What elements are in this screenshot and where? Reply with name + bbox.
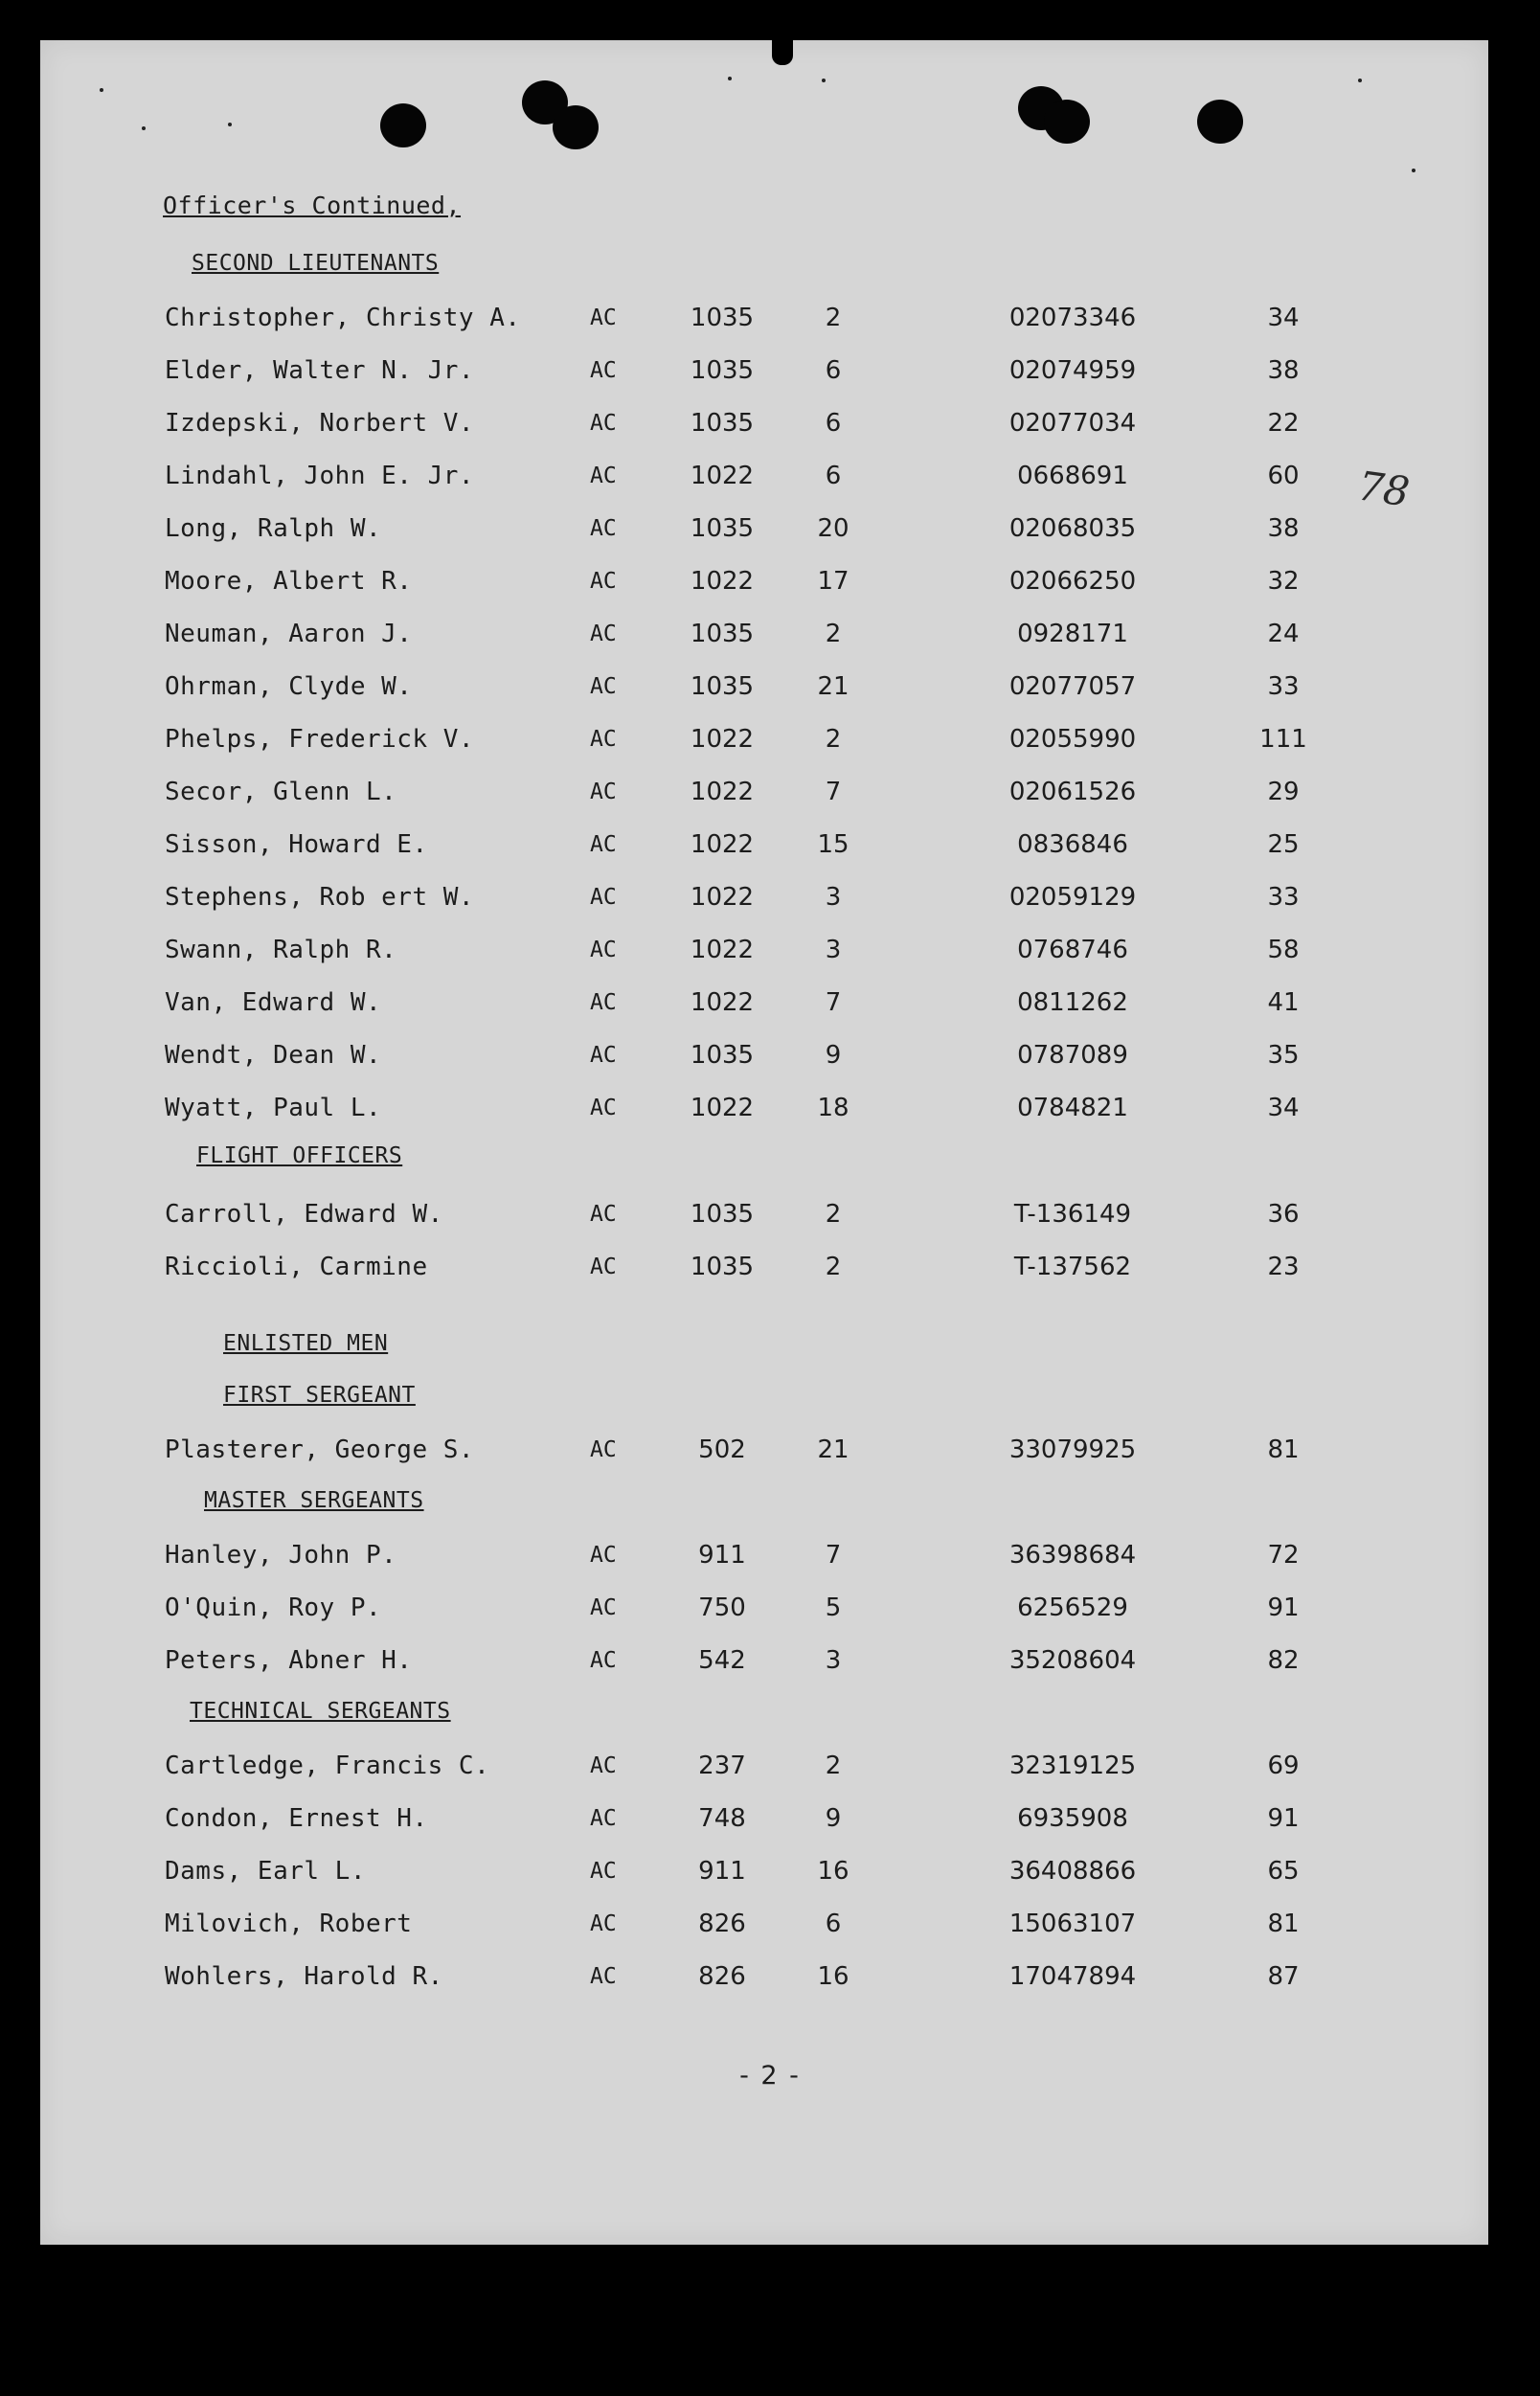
count-value: 16 [817,1962,849,1991]
score-value: 91 [1267,1594,1300,1622]
count-value: 9 [825,1804,842,1833]
count-value: 18 [817,1094,849,1122]
section-flight-officers: FLIGHT OFFICERS [196,1143,403,1168]
roster-row [0,773,1540,811]
arm-of-service: AC [590,1964,617,1989]
mos-code: 1035 [690,1253,755,1281]
score-value: 72 [1267,1541,1300,1570]
roster-row [0,1799,1540,1838]
roster-row [0,720,1540,758]
mos-code: 826 [698,1962,746,1991]
score-value: 34 [1267,304,1300,332]
section-master-sergeants: MASTER SERGEANTS [204,1488,424,1513]
serial-number: 0811262 [1017,988,1128,1017]
count-value: 7 [825,778,842,806]
speck [142,126,146,130]
roster-row [0,562,1540,600]
mos-code: 237 [698,1752,746,1780]
roster-row [0,1248,1540,1286]
punch-hole [1044,100,1090,144]
section-enlisted-men: ENLISTED MEN [223,1331,389,1356]
serial-number: T-137562 [1013,1253,1132,1281]
mos-code: 1035 [690,620,755,648]
person-name: Wyatt, Paul L. [165,1094,382,1122]
mos-code: 1035 [690,1200,755,1229]
serial-number: 02055990 [1008,725,1137,754]
serial-number: 33079925 [1008,1435,1137,1464]
arm-of-service: AC [590,1806,617,1831]
score-value: 81 [1267,1910,1300,1938]
score-value: 34 [1267,1094,1300,1122]
score-value: 25 [1267,830,1300,859]
serial-number: 02061526 [1008,778,1137,806]
serial-number: 36398684 [1008,1541,1137,1570]
count-value: 7 [825,988,842,1017]
person-name: Long, Ralph W. [165,514,382,543]
person-name: Peters, Abner H. [165,1646,413,1675]
mos-code: 750 [698,1594,746,1622]
section-second-lieutenants: SECOND LIEUTENANTS [192,251,440,276]
arm-of-service: AC [590,885,617,910]
person-name: Wendt, Dean W. [165,1041,382,1070]
serial-number: 32319125 [1008,1752,1137,1780]
roster-row [0,1195,1540,1233]
count-value: 15 [817,830,849,859]
person-name: Izdepski, Norbert V. [165,409,475,438]
person-name: Van, Edward W. [165,988,382,1017]
serial-number: 6935908 [1017,1804,1128,1833]
roster-row [0,404,1540,442]
score-value: 69 [1267,1752,1300,1780]
mos-code: 748 [698,1804,746,1833]
mos-code: 826 [698,1910,746,1938]
arm-of-service: AC [590,1859,617,1884]
mos-code: 1022 [690,830,755,859]
roster-row [0,1641,1540,1680]
person-name: Ohrman, Clyde W. [165,672,413,701]
person-name: Cartledge, Francis C. [165,1752,490,1780]
person-name: Carroll, Edward W. [165,1200,443,1229]
arm-of-service: AC [590,1911,617,1936]
page-number: - 2 - [739,2061,801,2091]
count-value: 2 [825,725,842,754]
score-value: 38 [1267,356,1300,385]
arm-of-service: AC [590,1202,617,1227]
paper-tear [772,40,793,65]
mos-code: 542 [698,1646,746,1675]
arm-of-service: AC [590,990,617,1015]
roster-row [0,1089,1540,1127]
serial-number: 0784821 [1017,1094,1128,1122]
roster-row [0,457,1540,495]
arm-of-service: AC [590,1595,617,1620]
person-name: Neuman, Aaron J. [165,620,413,648]
person-name: Hanley, John P. [165,1541,397,1570]
score-value: 23 [1267,1253,1300,1281]
score-value: 33 [1267,672,1300,701]
score-value: 81 [1267,1435,1300,1464]
mos-code: 911 [698,1541,746,1570]
roster-row [0,509,1540,548]
speck [228,123,232,126]
count-value: 6 [825,462,842,490]
count-value: 3 [825,936,842,964]
punch-hole [553,105,599,149]
score-value: 35 [1267,1041,1300,1070]
serial-number: 02073346 [1008,304,1137,332]
roster-row [0,1852,1540,1890]
serial-number: 0836846 [1017,830,1128,859]
score-value: 65 [1267,1857,1300,1886]
mos-code: 1035 [690,1041,755,1070]
score-value: 82 [1267,1646,1300,1675]
count-value: 5 [825,1594,842,1622]
arm-of-service: AC [590,1648,617,1673]
count-value: 17 [817,567,849,596]
roster-row [0,1905,1540,1943]
roster-row [0,1431,1540,1469]
mos-code: 1022 [690,725,755,754]
roster-row [0,1747,1540,1785]
serial-number: 02077057 [1008,672,1137,701]
person-name: Plasterer, George S. [165,1435,475,1464]
arm-of-service: AC [590,1043,617,1068]
mos-code: 1022 [690,936,755,964]
person-name: O'Quin, Roy P. [165,1594,382,1622]
roster-row [0,351,1540,390]
mos-code: 1022 [690,462,755,490]
score-value: 29 [1267,778,1300,806]
arm-of-service: AC [590,411,617,436]
speck [822,79,826,82]
count-value: 3 [825,1646,842,1675]
mos-code: 1035 [690,356,755,385]
arm-of-service: AC [590,1437,617,1462]
mos-code: 1035 [690,304,755,332]
serial-number: 02077034 [1008,409,1137,438]
roster-row [0,878,1540,916]
serial-number: 15063107 [1008,1910,1137,1938]
arm-of-service: AC [590,463,617,488]
person-name: Milovich, Robert [165,1910,413,1938]
serial-number: 6256529 [1017,1594,1128,1622]
serial-number: 02068035 [1008,514,1137,543]
roster-row [0,983,1540,1022]
person-name: Wohlers, Harold R. [165,1962,443,1991]
serial-number: 0928171 [1017,620,1128,648]
count-value: 21 [817,672,849,701]
mos-code: 1022 [690,1094,755,1122]
arm-of-service: AC [590,832,617,857]
speck [100,88,103,92]
count-value: 2 [825,304,842,332]
speck [1358,79,1362,82]
person-name: Lindahl, John E. Jr. [165,462,475,490]
person-name: Condon, Ernest H. [165,1804,428,1833]
score-value: 60 [1267,462,1300,490]
punch-hole [1197,100,1243,144]
score-value: 87 [1267,1962,1300,1991]
serial-number: 02074959 [1008,356,1137,385]
serial-number: T-136149 [1013,1200,1132,1229]
serial-number: 17047894 [1008,1962,1137,1991]
arm-of-service: AC [590,674,617,699]
score-value: 38 [1267,514,1300,543]
arm-of-service: AC [590,569,617,594]
mos-code: 502 [698,1435,746,1464]
arm-of-service: AC [590,1543,617,1568]
serial-number: 02059129 [1008,883,1137,912]
serial-number: 36408866 [1008,1857,1137,1886]
person-name: Stephens, Rob ert W. [165,883,475,912]
score-value: 33 [1267,883,1300,912]
roster-row [0,667,1540,706]
arm-of-service: AC [590,516,617,541]
count-value: 16 [817,1857,849,1886]
roster-row [0,1536,1540,1574]
score-value: 24 [1267,620,1300,648]
arm-of-service: AC [590,622,617,646]
person-name: Moore, Albert R. [165,567,413,596]
serial-number: 0768746 [1017,936,1128,964]
section-first-sergeant: FIRST SERGEANT [223,1383,416,1408]
count-value: 3 [825,883,842,912]
arm-of-service: AC [590,1255,617,1279]
serial-number: 02066250 [1008,567,1137,596]
roster-row [0,1036,1540,1074]
count-value: 7 [825,1541,842,1570]
speck [728,77,732,80]
roster-row [0,1957,1540,1996]
count-value: 2 [825,1253,842,1281]
punch-hole [380,103,426,147]
count-value: 6 [825,356,842,385]
person-name: Sisson, Howard E. [165,830,428,859]
score-value: 111 [1259,725,1307,754]
mos-code: 1022 [690,778,755,806]
count-value: 2 [825,620,842,648]
mos-code: 1022 [690,567,755,596]
score-value: 22 [1267,409,1300,438]
arm-of-service: AC [590,727,617,752]
mos-code: 911 [698,1857,746,1886]
score-value: 91 [1267,1804,1300,1833]
roster-row [0,825,1540,864]
arm-of-service: AC [590,1753,617,1778]
arm-of-service: AC [590,780,617,804]
roster-row [0,931,1540,969]
count-value: 21 [817,1435,849,1464]
mos-code: 1035 [690,409,755,438]
person-name: Elder, Walter N. Jr. [165,356,475,385]
roster-row [0,1589,1540,1627]
mos-code: 1035 [690,672,755,701]
serial-number: 0787089 [1017,1041,1128,1070]
mos-code: 1035 [690,514,755,543]
count-value: 6 [825,409,842,438]
score-value: 41 [1267,988,1300,1017]
section-technical-sergeants: TECHNICAL SERGEANTS [190,1699,451,1724]
handwritten-margin-note: 78 [1354,462,1413,516]
person-name: Swann, Ralph R. [165,936,397,964]
person-name: Christopher, Christy A. [165,304,521,332]
score-value: 32 [1267,567,1300,596]
count-value: 2 [825,1200,842,1229]
mos-code: 1022 [690,883,755,912]
serial-number: 35208604 [1008,1646,1137,1675]
page-heading: Officer's Continued, [163,192,462,219]
count-value: 2 [825,1752,842,1780]
roster-row [0,299,1540,337]
mos-code: 1022 [690,988,755,1017]
arm-of-service: AC [590,305,617,330]
count-value: 6 [825,1910,842,1938]
person-name: Dams, Earl L. [165,1857,366,1886]
roster-row [0,615,1540,653]
person-name: Riccioli, Carmine [165,1253,428,1281]
speck [1412,169,1415,172]
arm-of-service: AC [590,1096,617,1120]
arm-of-service: AC [590,358,617,383]
serial-number: 0668691 [1017,462,1128,490]
person-name: Secor, Glenn L. [165,778,397,806]
person-name: Phelps, Frederick V. [165,725,475,754]
count-value: 9 [825,1041,842,1070]
score-value: 36 [1267,1200,1300,1229]
count-value: 20 [817,514,849,543]
score-value: 58 [1267,936,1300,964]
arm-of-service: AC [590,938,617,962]
